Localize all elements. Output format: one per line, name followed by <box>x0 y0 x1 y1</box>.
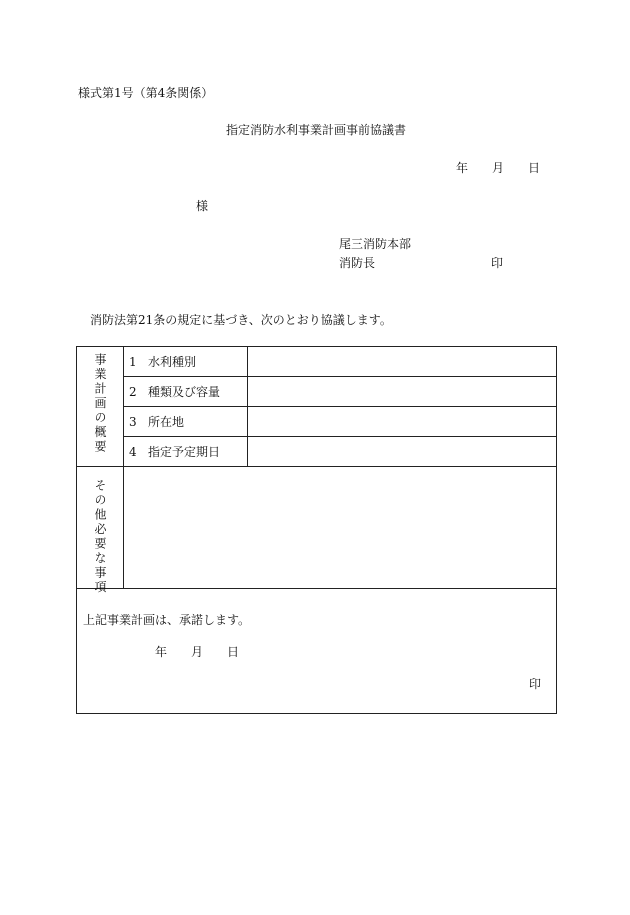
date-day-label: 日 <box>528 161 541 175</box>
row-label: 種類及び容量 <box>148 385 221 399</box>
date-year-label: 年 <box>456 161 469 175</box>
document-title: 指定消防水利事業計画事前協議書 <box>226 123 407 137</box>
section-divider <box>77 466 556 467</box>
value-column-divider <box>247 347 248 466</box>
table-row-designation-date <box>129 445 220 459</box>
row-divider <box>124 436 556 437</box>
approval-seal-mark: 印 <box>529 677 542 691</box>
form-number: 様式第1号（第4条関係） <box>78 86 214 100</box>
row-divider <box>124 406 556 407</box>
row-label: 水利種別 <box>148 355 197 369</box>
date-month-label: 月 <box>492 161 505 175</box>
approval-date-day: 日 <box>227 645 240 659</box>
section-label-plan-summary: 事業計画の概要 <box>93 353 107 455</box>
row-number: 3 <box>129 415 137 429</box>
row-label: 指定予定期日 <box>148 445 221 459</box>
addressee-honorific: 様 <box>196 199 209 213</box>
section-divider <box>77 588 556 589</box>
consultation-form-table <box>76 346 557 714</box>
table-row-water-type <box>129 355 196 369</box>
row-number: 1 <box>129 355 137 369</box>
approval-date-month: 月 <box>191 645 204 659</box>
issuer-organization: 尾三消防本部 <box>339 237 412 251</box>
row-number: 4 <box>129 445 137 459</box>
row-divider <box>124 376 556 377</box>
label-column-divider <box>123 347 124 588</box>
approval-statement: 上記事業計画は、承諾します。 <box>83 613 251 627</box>
approval-date-year: 年 <box>155 645 168 659</box>
issuer-seal-mark: 印 <box>491 256 504 270</box>
row-label: 所在地 <box>148 415 185 429</box>
table-row-type-capacity <box>129 385 220 399</box>
preamble-text: 消防法第21条の規定に基づき、次のとおり協議します。 <box>90 313 392 327</box>
section-label-other-matters: その他必要な事項 <box>93 479 107 595</box>
table-row-location <box>129 415 184 429</box>
issuer-title: 消防長 <box>339 256 376 270</box>
row-number: 2 <box>129 385 137 399</box>
